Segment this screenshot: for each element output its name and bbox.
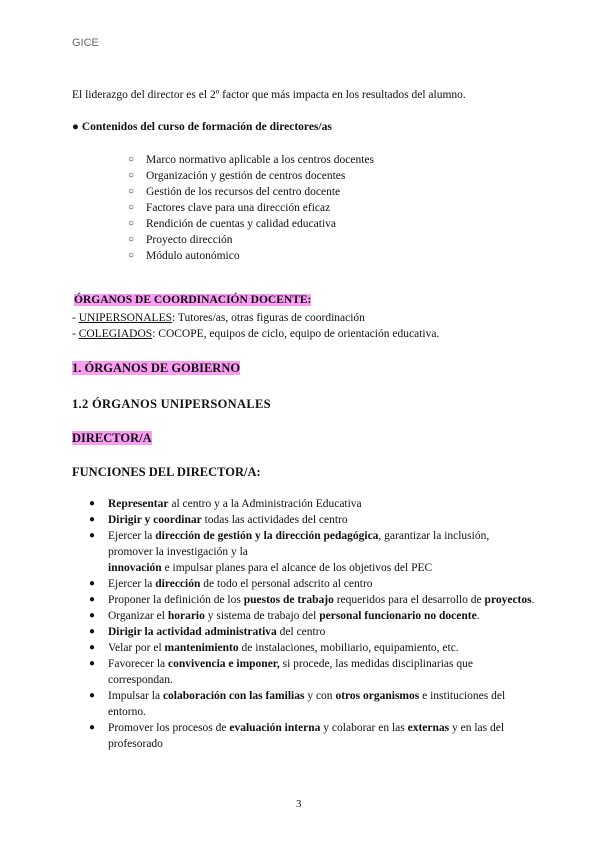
bold-text: puestos de trabajo: [243, 594, 334, 606]
function-item: [86, 624, 536, 640]
list-item: [128, 184, 374, 200]
bold-text: Dirigir la actividad administrativa: [108, 626, 277, 638]
bullet-icon: ●: [89, 594, 96, 605]
text: .: [476, 610, 480, 622]
circle-bullet-icon: ○: [128, 170, 135, 181]
bullet-icon: ●: [89, 626, 96, 637]
subsection-heading-unipersonales: 1.2 ÓRGANOS UNIPERSONALES: [72, 397, 271, 411]
intro-paragraph: El liderazgo del director es el 2º factor que más impacta en los resultados del alumno.: [72, 89, 466, 101]
text: Promover los procesos de: [108, 722, 230, 734]
text: si procede, las medidas disciplinarias que correspondan.: [108, 658, 473, 686]
bullet-icon: ●: [89, 658, 96, 669]
list-item-text: Factores clave para una dirección eficaz: [146, 202, 331, 214]
circle-bullet-icon: ○: [128, 218, 135, 229]
bullet-icon: ●: [89, 642, 96, 653]
bold-text: mantenimiento: [164, 642, 239, 654]
functions-list: [86, 496, 536, 752]
text: de todo el personal adscrito al centro: [200, 578, 373, 590]
list-item-text: Gestión de los recursos del centro docente: [146, 186, 341, 198]
bold-text: evaluación interna: [229, 722, 321, 734]
page-number: 3: [296, 798, 302, 810]
text: e instituciones del entorno.: [108, 690, 506, 718]
bold-text: otros organismos: [335, 690, 420, 702]
bold-text: convivencia e imponer,: [168, 658, 280, 670]
dash: -: [72, 328, 79, 340]
dash: -: [72, 312, 79, 324]
bold-text: dirección: [155, 578, 201, 590]
text: e impulsar planes para el alcance de los objetivos del PEC: [161, 562, 433, 574]
director-heading-text: DIRECTOR/A: [72, 431, 152, 445]
bold-text: colaboración con las familias: [162, 690, 305, 702]
list-item: [128, 216, 374, 232]
bullet-icon: ●: [89, 578, 96, 589]
function-item: [86, 688, 536, 720]
text: Organizar el: [108, 610, 168, 622]
bullet-icon: ●: [89, 722, 96, 733]
text: , garantizar la inclusión, promover la investigación y la: [108, 530, 490, 558]
function-item: [86, 592, 536, 608]
list-item-text: Marco normativo aplicable a los centros docentes: [146, 154, 375, 166]
list-item: [128, 248, 374, 264]
bold-text: innovación: [108, 562, 162, 574]
unipersonal-label: UNIPERSONALES: [78, 312, 173, 324]
text: de instalaciones, mobiliario, equipamiento, etc.: [238, 642, 459, 654]
circle-bullet-icon: ○: [128, 202, 135, 213]
functions-heading: FUNCIONES DEL DIRECTOR/A:: [72, 465, 261, 479]
text: al centro y a la Administración Educativa: [168, 498, 362, 510]
function-item: [86, 640, 536, 656]
list-item: [128, 200, 374, 216]
list-item: [128, 168, 374, 184]
text: y con: [304, 690, 336, 702]
text: y en las del profesorado: [108, 722, 505, 750]
list-item-text: Módulo autonómico: [146, 250, 240, 262]
coordination-unipersonal-line: [72, 312, 365, 324]
list-item-text: Proyecto dirección: [146, 234, 233, 246]
text: y sistema de trabajo del: [204, 610, 320, 622]
text: y colaborar en las: [320, 722, 408, 734]
circle-bullet-icon: ○: [128, 250, 135, 261]
coordination-heading: [74, 294, 311, 306]
bullet-icon: ●: [89, 498, 96, 509]
bold-text: Representar: [108, 498, 169, 510]
circle-bullet-icon: ○: [128, 154, 135, 165]
text: del centro: [276, 626, 326, 638]
colegiados-label: COLEGIADOS: [78, 328, 153, 340]
text: requeridos para el desarrollo de: [333, 594, 485, 606]
function-item: [86, 720, 536, 752]
list-item-text: Rendición de cuentas y calidad educativa: [146, 218, 336, 230]
list-item: [128, 232, 374, 248]
list-item: [128, 152, 374, 168]
section-heading-gobierno: [72, 361, 240, 376]
colegiados-text: : COCOPE, equipos de ciclo, equipo de orientación educativa.: [152, 328, 440, 340]
bold-text: Dirigir y coordinar: [108, 514, 202, 526]
bullet-icon: ●: [89, 610, 96, 621]
function-item: [86, 528, 536, 576]
text: Velar por el: [108, 642, 165, 654]
director-heading: [72, 431, 152, 446]
function-item: [86, 496, 536, 512]
text: Proponer la definición de los: [108, 594, 244, 606]
text: Impulsar la: [108, 690, 163, 702]
bullet-icon: ●: [89, 530, 96, 541]
bold-text: dirección de gestión y la dirección pedagógica: [155, 530, 379, 542]
bold-text: personal funcionario no docente: [319, 610, 477, 622]
coordination-colegiados-line: [72, 328, 439, 340]
text: todas las actividades del centro: [201, 514, 348, 526]
bullet-icon: ●: [89, 690, 96, 701]
function-item: [86, 656, 536, 688]
text: Favorecer la: [108, 658, 169, 670]
text: Ejercer la: [108, 530, 156, 542]
page-header: GICE: [72, 37, 99, 49]
bold-text: horario: [167, 610, 205, 622]
list-item-text: Organización y gestión de centros docentes: [146, 170, 346, 182]
text: .: [531, 594, 535, 606]
bold-text: proyectos: [484, 594, 532, 606]
contents-list: [128, 152, 374, 264]
unipersonal-text: : Tutores/as, otras figuras de coordinación: [172, 312, 365, 324]
function-item: [86, 608, 536, 624]
bold-text: externas: [407, 722, 450, 734]
contents-heading: ● Contenidos del curso de formación de directores/as: [72, 121, 332, 133]
bullet-icon: ●: [89, 514, 96, 525]
circle-bullet-icon: ○: [128, 234, 135, 245]
coordination-heading-text: ÓRGANOS DE COORDINACIÓN DOCENTE:: [74, 294, 312, 306]
circle-bullet-icon: ○: [128, 186, 135, 197]
function-item: [86, 576, 536, 592]
text: Ejercer la: [108, 578, 156, 590]
function-item: [86, 512, 536, 528]
section-heading-text: 1. ÓRGANOS DE GOBIERNO: [72, 361, 241, 375]
